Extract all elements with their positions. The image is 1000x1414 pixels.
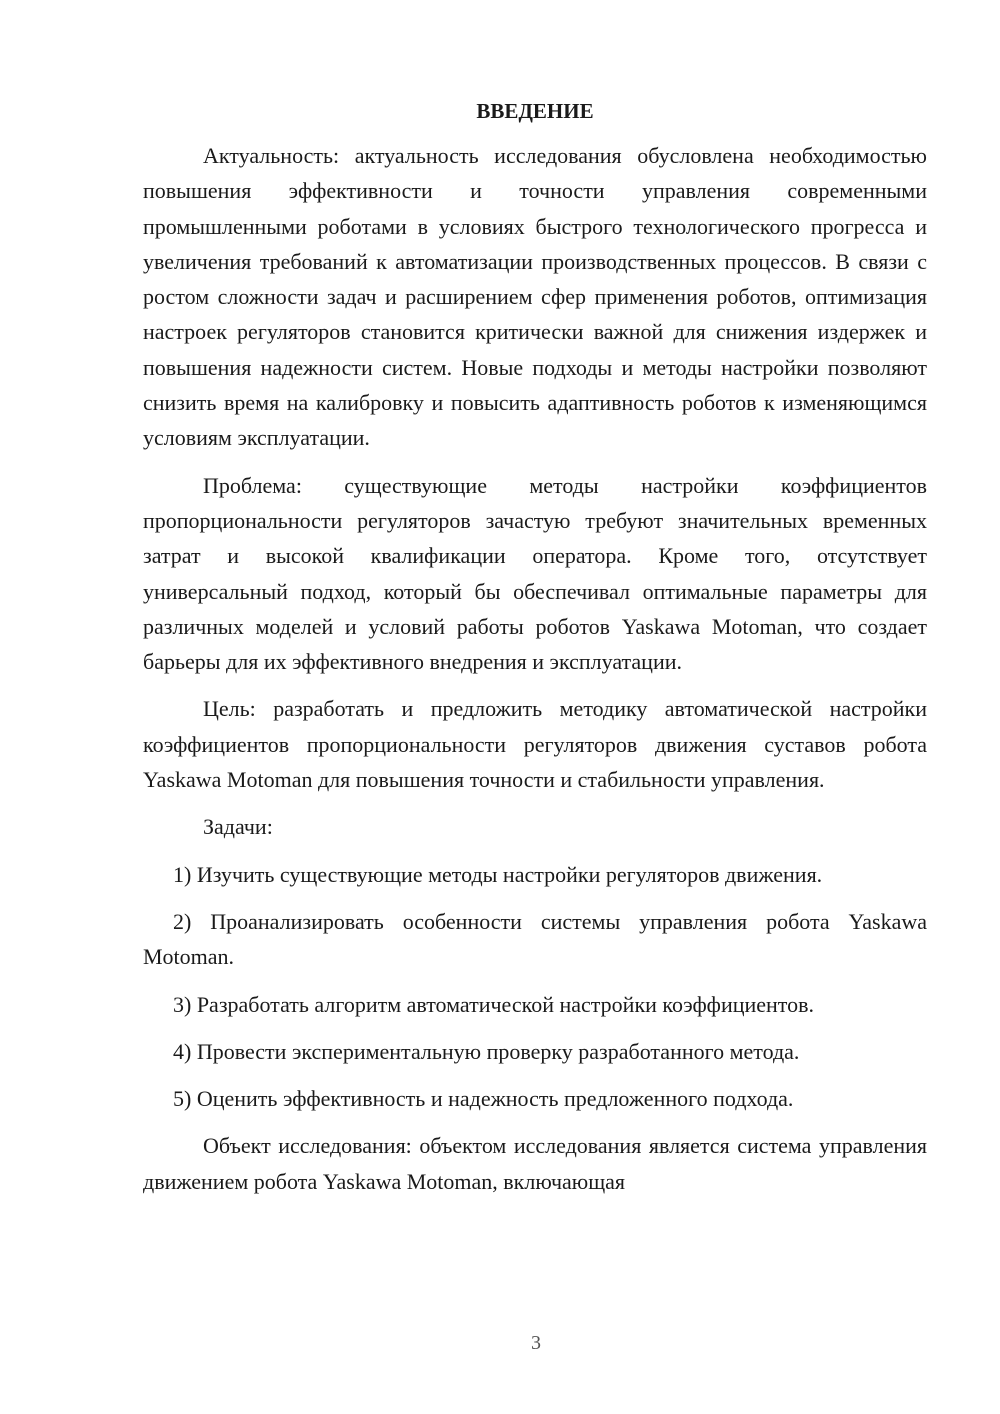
task-item-4: 4) Провести экспериментальную проверку разработанного метода. xyxy=(173,1038,800,1064)
page-content xyxy=(143,96,927,1211)
paragraph-relevance: Актуальность: актуальность исследования обусловлена необходимостью повышения эффективности и точности управления современными промышленными роботами в условиях быстрого технологического прогресса и увеличения требований к автоматизации производственных процессов. В связи с ростом сложности задач и расширением сфер применения роботов, оптимизация настроек регуляторов становится критически важной для снижения издержек и повышения надежности систем. Новые подходы и методы настройки позволяют снизить время на калибровку и повысить адаптивность роботов к изменяющимся условиям эксплуатации. xyxy=(143,143,927,451)
task-item-2: 2) Проанализировать особенности системы управления робота Yaskawa Motoman. xyxy=(143,908,927,970)
section-title: ВВЕДЕНИЕ xyxy=(476,99,594,123)
paragraph-object: Объект исследования: объектом исследования является система управления движением робота Yaskawa Motoman, включающая xyxy=(143,1133,927,1194)
task-item-3: 3) Разработать алгоритм автоматической настройки коэффициентов. xyxy=(173,991,815,1017)
task-item-5: 5) Оценить эффективность и надежность предложенного подхода. xyxy=(173,1086,794,1112)
paragraph-goal: Цель: разработать и предложить методику автоматической настройки коэффициентов пропорциональности регуляторов движения суставов робота Yaskawa Motoman для повышения точности и стабильности управления. xyxy=(143,696,927,793)
task-item-1: 1) Изучить существующие методы настройки регуляторов движения. xyxy=(173,861,823,887)
page-number: 3 xyxy=(531,1332,541,1354)
paragraph-tasks-heading: Задачи: xyxy=(203,814,273,840)
paragraph-problem: Проблема: существующие методы настройки коэффициентов пропорциональности регуляторов зачастую требуют значительных временных затрат и высокой квалификации оператора. Кроме того, отсутствует универсальный подход, который бы обеспечивал оптимальные параметры для различных моделей и условий работы роботов Yaskawa Motoman, что создает барьеры для их эффективного внедрения и эксплуатации. xyxy=(143,472,927,675)
